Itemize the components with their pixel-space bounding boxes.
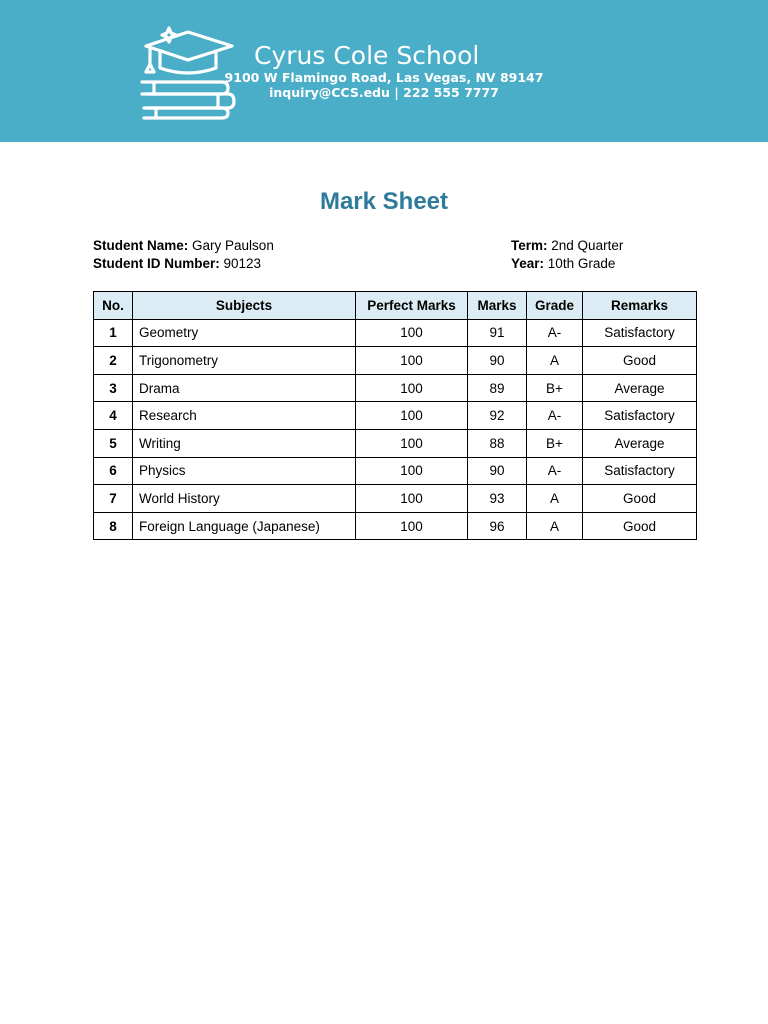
cell-marks: 96 — [468, 512, 527, 540]
cell-remarks: Average — [583, 429, 697, 457]
header-subjects: Subjects — [133, 292, 356, 320]
header-marks: Marks — [468, 292, 527, 320]
cell-marks: 90 — [468, 347, 527, 375]
table-row — [94, 485, 697, 513]
cell-no: 1 — [94, 319, 133, 347]
term-info — [511, 237, 623, 273]
cell-grade: A- — [527, 319, 583, 347]
school-name: Cyrus Cole School — [254, 41, 480, 70]
header-grade: Grade — [527, 292, 583, 320]
cell-subject: Research — [133, 402, 356, 430]
school-address: 9100 W Flamingo Road, Las Vegas, NV 89147 — [224, 70, 544, 85]
cell-grade: A — [527, 485, 583, 513]
student-id-label: Student ID Number: — [93, 256, 220, 271]
year-label: Year: — [511, 256, 545, 271]
cell-remarks: Good — [583, 512, 697, 540]
cell-perfect-marks: 100 — [356, 374, 468, 402]
table-row — [94, 319, 697, 347]
cell-remarks: Satisfactory — [583, 319, 697, 347]
cell-grade: B+ — [527, 374, 583, 402]
table-row — [94, 347, 697, 375]
year-line — [511, 255, 623, 273]
marks-table — [93, 291, 697, 540]
table-row — [94, 457, 697, 485]
cell-subject: World History — [133, 485, 356, 513]
table-row — [94, 402, 697, 430]
term-line — [511, 237, 623, 255]
cell-perfect-marks: 100 — [356, 319, 468, 347]
table-row — [94, 374, 697, 402]
cell-perfect-marks: 100 — [356, 485, 468, 513]
student-info — [93, 237, 274, 273]
header-remarks: Remarks — [583, 292, 697, 320]
cell-subject: Foreign Language (Japanese) — [133, 512, 356, 540]
cell-marks: 89 — [468, 374, 527, 402]
cell-remarks: Good — [583, 347, 697, 375]
cell-subject: Writing — [133, 429, 356, 457]
student-id-line — [93, 255, 274, 273]
cell-no: 3 — [94, 374, 133, 402]
cell-marks: 92 — [468, 402, 527, 430]
student-id-value: 90123 — [223, 256, 262, 271]
cell-marks: 93 — [468, 485, 527, 513]
cell-perfect-marks: 100 — [356, 347, 468, 375]
cell-remarks: Satisfactory — [583, 402, 697, 430]
cell-subject: Drama — [133, 374, 356, 402]
cell-remarks: Satisfactory — [583, 457, 697, 485]
year-value: 10th Grade — [547, 256, 616, 271]
header-perfect-marks: Perfect Marks — [356, 292, 468, 320]
cell-no: 7 — [94, 485, 133, 513]
cell-remarks: Average — [583, 374, 697, 402]
cell-marks: 90 — [468, 457, 527, 485]
page-title: Mark Sheet — [319, 188, 449, 215]
cell-no: 5 — [94, 429, 133, 457]
cell-no: 8 — [94, 512, 133, 540]
cell-subject: Physics — [133, 457, 356, 485]
header-no: No. — [94, 292, 133, 320]
student-name-label: Student Name: — [93, 238, 189, 253]
cell-grade: B+ — [527, 429, 583, 457]
cell-grade: A- — [527, 402, 583, 430]
cell-subject: Geometry — [133, 319, 356, 347]
term-label: Term: — [511, 238, 548, 253]
student-name-value: Gary Paulson — [192, 238, 274, 253]
table-header-row — [94, 292, 697, 320]
student-name-line — [93, 237, 274, 255]
cell-subject: Trigonometry — [133, 347, 356, 375]
cell-perfect-marks: 100 — [356, 457, 468, 485]
school-contact: inquiry@CCS.edu | 222 555 7777 — [269, 85, 499, 100]
table-row — [94, 429, 697, 457]
term-value: 2nd Quarter — [551, 238, 624, 253]
cell-no: 4 — [94, 402, 133, 430]
cell-grade: A — [527, 347, 583, 375]
cell-remarks: Good — [583, 485, 697, 513]
cell-grade: A — [527, 512, 583, 540]
cell-grade: A- — [527, 457, 583, 485]
cell-marks: 88 — [468, 429, 527, 457]
cell-perfect-marks: 100 — [356, 402, 468, 430]
cell-no: 6 — [94, 457, 133, 485]
cell-no: 2 — [94, 347, 133, 375]
table-row — [94, 512, 697, 540]
school-header — [0, 0, 768, 142]
cell-perfect-marks: 100 — [356, 512, 468, 540]
cell-marks: 91 — [468, 319, 527, 347]
cell-perfect-marks: 100 — [356, 429, 468, 457]
